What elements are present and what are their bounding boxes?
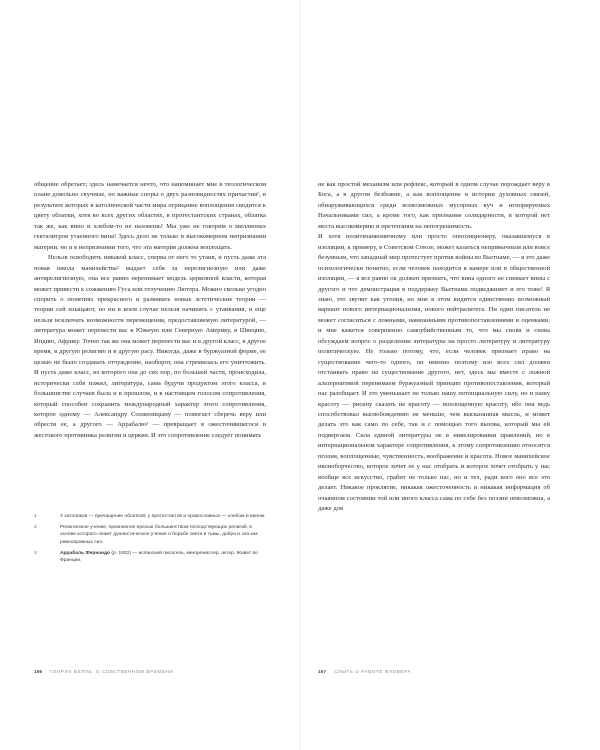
footnote-1 bbox=[34, 513, 266, 520]
page-number: 167 bbox=[318, 669, 327, 674]
left-paragraph-1: общение обретает; здесь намечается нечто, что напоминает мне в теологическом плане довольно скучные, но важные споры о двух разновидностях причастия¹, в результате которых в католической части мира отрицание воплощения сводится к цвету облатки, хотя во всех других областях, в протестантских странах, облатка так же, как вино и хлебом-то не назовешь! Мы уже не говорим о миллионах гекталитров утаенного вина! Здесь дело не только в высокомерном непризнании материи, но и в непризнании того, что эта материя должна воплощать. bbox=[34, 181, 266, 251]
footnote-text: Религиозное учение, признанное ересью большинством господствующих религий, в основе которого лежит дуалистическое учение о борьбе света и тьмы, добра и зла как равноправных сил. bbox=[60, 525, 258, 545]
right-folio bbox=[318, 669, 411, 674]
running-head: ГЕНРИХ БЕЛЛЬ. О СОБСТВЕННОМ ВРЕМЕНИ bbox=[50, 669, 174, 674]
footnote-text: (р. 1932) — испанский писатель, кинорежиссер, актер. Живет во Франции. bbox=[60, 550, 258, 564]
footnote-person-name: Аррабаль Фернандо bbox=[60, 550, 111, 556]
footnote-3 bbox=[34, 550, 266, 564]
left-folio bbox=[34, 669, 173, 674]
footnote-number: 1 bbox=[34, 514, 37, 519]
running-head: СЛЫТЬ О РАБОТЕ ФЛОБЕРА bbox=[334, 669, 411, 674]
right-paragraph-1: не как простой механизм или рефлекс, который в одном случае порождает веру в Бога, а в другом безбожие, а как воплощение в истории духовных связей, обнаруживающихся среди всевозможных мусорных куч и игнорируемых Начальниками сил, а кроме того, как признание солидарности, в которой нет места высокомерию и претензиям на непогрешимость. bbox=[318, 181, 550, 230]
left-body-text bbox=[34, 180, 266, 441]
footnote-text: У католиков — причащение облаткой, у протестантов и православных — хлебом и вином. bbox=[60, 514, 266, 519]
footnote-2 bbox=[34, 524, 266, 546]
footnotes bbox=[34, 513, 266, 568]
footnote-number: 2 bbox=[34, 525, 37, 531]
footnote-text-wrapper bbox=[60, 550, 266, 564]
footnote-number: 3 bbox=[34, 550, 37, 556]
right-paragraph-2: И хотя политизанкомичному или просто оппозиционеру, оказавшемуся в изоляции, к примеру, в Советском Союзе, может казаться непривычным или вовсе безумным, что западный мир протестует против войны во Вьетнаме, — я это даже психологически понятно, если человек находится в камере или в общественной изоляции, — я все равно ок должен признать, что вина одного не снимает вины с другого и что демонстрация в поддержку Вьетнама подведжимет и его тоже! Я знаю, это звучит как утопия, но мне в этом видится единственно возможный вариант нового интернационализма, нового нейтралитета. Ни один писатель не может согласиться с ложными, навязанными противопоставлениями и оценками, и мне кажется совершенно самоубийственным то, что мы снова и снова обсуждаем вопрос о разделении литературы на просто литературу и литературу политическую. Не только потому, что, если человек признает право на существование чего-то одного, он именно поэтому изо всех сил должен отстаивать право на существование другого, нет, здесь мы вместе с ложной альтернативой перенимаем буржуазный принцип противопоставления, который нас разобщает. И это уменьшает не только нашу потенциальную силу, но и нашу красоту — рискну сказать не красоту — воплощенную красоту, ибо она ведь способствовал высвобождению не меньше, чем высказанная мысль, и может делать это как само по себе, так и с помощью того вызова, который мы ей подвергаем. Сила единой литературы не в нивелировании правлений, но в интернациональном характере сопротивления, к этому сопротивлению относятся поэзия, воплощенные, чувственность, воображение и красота. Новое манихейское иконоборчество, которое хочет ее у нас отобрать и которое хочет отобрать у нас вообще все искусство, грабит не только нас, но и тех, ради кого оно все это делает. Никакое проклятие, никакая ожесточенность и никакая информация об очаянном состоянии той или иного класса сама по себе без поэзии невозможна, а даже для bbox=[318, 233, 550, 513]
left-paragraph-2: Нельзя освободить никакой класс, сперва от него то утаив, и пусть даже эта новая школа манихейства² выдает себя за нерелигиозную или даже антирелигиозную, она все равно перенимает модель церковной власти, которая может привести к сожжению Гуса или отлучению Лютера. Можно сколько угодно спорить о понятиях прекрасного и развивать новые эстетические теории — теории сей изыщают, но ни в коем случае нельзя начинать с утаивания, и еще нельзя исключать возможности перемещения, предоставляемую литературой, — литература может перенести вас в Южную или Северную Америку, в Швецию, Индию, Африку. Точно так же она может перенести вас и в другой класс, в другое время, в другую религию и в другую расу. Никогда, даже в буржуазной форме, ее целью не было создавать отчуждение, наоборот, она стремилась его уничтожить. И пусть даже класс, из которого она до сих пор, по большей части, происходила, исторически себя изжил, литература, сама будучи продуктом этого класса, в большинстве случаев была и в прошлом, и в настоящем голосом сопротивления, который способен сохранить международный характер этого сопротивления, которое одному — Александру Солженицыну — помогает сберечь веру или обрести ее, а другого — Аррабалю³ — превращает в ожесточившегося и жестокого противника религии и церкви. И это сопротивление следует понимать bbox=[34, 254, 266, 439]
page-number: 166 bbox=[34, 669, 43, 674]
right-page bbox=[300, 0, 600, 750]
right-body-text bbox=[318, 180, 550, 515]
